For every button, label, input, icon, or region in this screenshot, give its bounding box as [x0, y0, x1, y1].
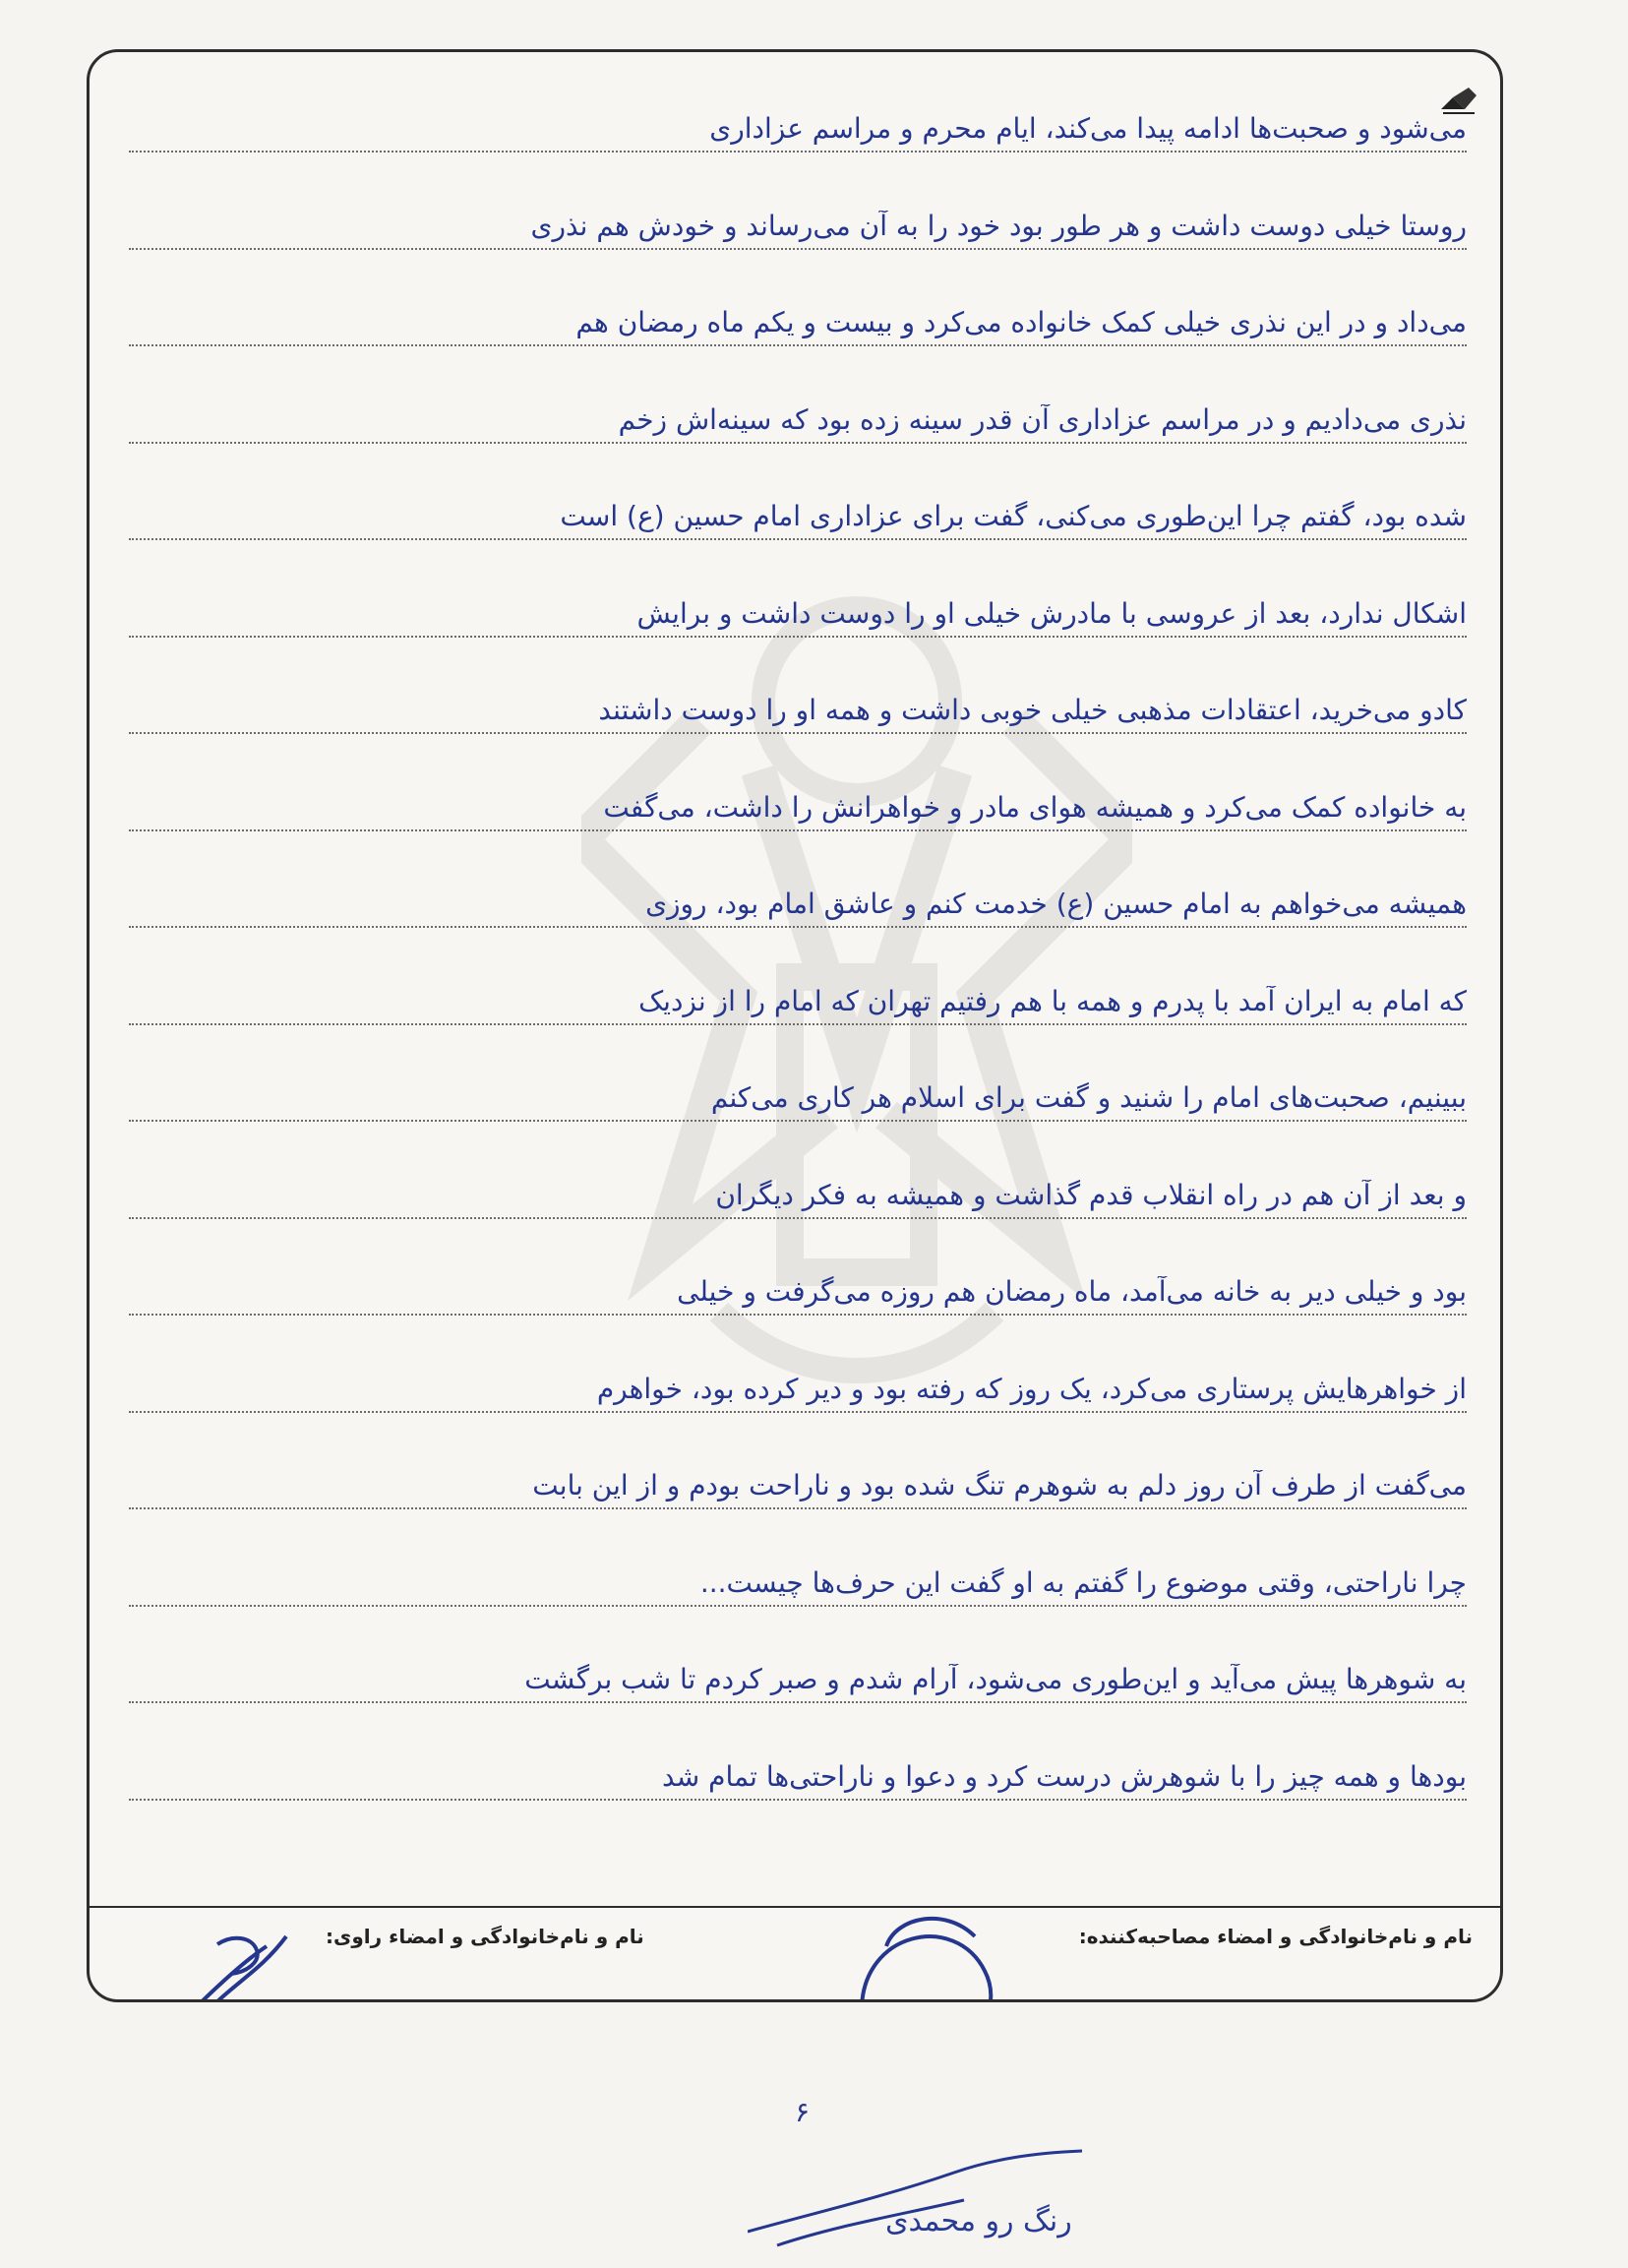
line-text: به شوهرها پیش می‌آید و این‌طوری می‌شود، آرام شدم و صبر کردم تا شب برگشت [524, 1664, 1467, 1695]
line-1 [129, 113, 1467, 153]
line-10 [129, 986, 1467, 1025]
line-2 [129, 211, 1467, 250]
line-4 [129, 404, 1467, 444]
line-text: می‌شود و صحبت‌ها ادامه پیدا می‌کند، ایام محرم و مراسم عزاداری [709, 113, 1467, 145]
line-text: بود و خیلی دیر به خانه می‌آمد، ماه رمضان هم روزه می‌گرفت و خیلی [677, 1276, 1467, 1308]
page-number: ۶ [795, 2096, 811, 2128]
line-text: همیشه می‌خواهم به امام حسین (ع) خدمت کنم و عاشق امام بود، روزی [645, 889, 1467, 920]
line-6 [129, 598, 1467, 638]
interviewer-signature-label: نام و نام‌خانوادگی و امضاء مصاحبه‌کننده: [1078, 1925, 1473, 1948]
line-text: می‌گفت از طرف آن روز دلم به شوهرم تنگ شده بود و ناراحت بودم و از این بابت [532, 1470, 1467, 1502]
line-text: ببینیم، صحبت‌های امام را شنید و گفت برای اسلام هر کاری می‌کنم [710, 1082, 1467, 1114]
line-text: کادو می‌خرید، اعتقادات مذهبی خیلی خوبی داشت و همه او را دوست داشتند [598, 695, 1467, 726]
document-frame [87, 49, 1503, 2002]
line-15 [129, 1470, 1467, 1509]
narrator-signature-label: نام و نام‌خانوادگی و امضاء راوی: [326, 1925, 644, 1948]
line-12 [129, 1180, 1467, 1219]
line-16 [129, 1567, 1467, 1607]
line-text: اشکال ندارد، بعد از عروسی با مادرش خیلی او را دوست داشت و برایش [636, 598, 1467, 630]
interviewer-signature-icon [778, 1892, 1093, 2002]
line-text: و بعد از آن هم در راه انقلاب قدم گذاشت و همیشه به فکر دیگران [715, 1180, 1467, 1211]
line-text: می‌داد و در این نذری خیلی کمک خانواده می‌کرد و بیست و یکم ماه رمضان هم [575, 307, 1467, 338]
bottom-signature-text: رنگ رو محمدی [885, 2204, 1072, 2238]
line-11 [129, 1082, 1467, 1122]
line-text: چرا ناراحتی، وقتی موضوع را گفتم به او گفت این حرف‌ها چیست... [699, 1567, 1467, 1599]
line-text: بودها و همه چیز را با شوهرش درست کرد و دعوا و ناراحتی‌ها تمام شد [662, 1761, 1467, 1793]
line-13 [129, 1276, 1467, 1316]
line-18 [129, 1761, 1467, 1801]
line-text: شده بود، گفتم چرا این‌طوری می‌کنی، گفت برای عزاداری امام حسین (ع) است [560, 501, 1467, 532]
line-9 [129, 889, 1467, 928]
line-14 [129, 1374, 1467, 1413]
line-text: به خانواده کمک می‌کرد و همیشه هوای مادر و خواهرانش را داشت، می‌گفت [603, 792, 1467, 824]
narrator-signature-icon [158, 1927, 306, 2002]
line-7 [129, 695, 1467, 734]
line-8 [129, 792, 1467, 831]
line-3 [129, 307, 1467, 346]
line-5 [129, 501, 1467, 540]
line-text: که امام به ایران آمد با پدرم و همه با هم رفتیم تهران که امام را از نزدیک [638, 986, 1467, 1017]
handwritten-lines [129, 52, 1467, 1843]
line-text: روستا خیلی دوست داشت و هر طور بود خود را به آن می‌رساند و خودش هم نذری [530, 211, 1467, 242]
line-17 [129, 1664, 1467, 1703]
line-text: از خواهرهایش پرستاری می‌کرد، یک روز که رفته بود و دیر کرده بود، خواهرم [596, 1374, 1467, 1405]
line-text: نذری می‌دادیم و در مراسم عزاداری آن قدر سینه زده بود که سینه‌اش زخم [618, 404, 1467, 436]
